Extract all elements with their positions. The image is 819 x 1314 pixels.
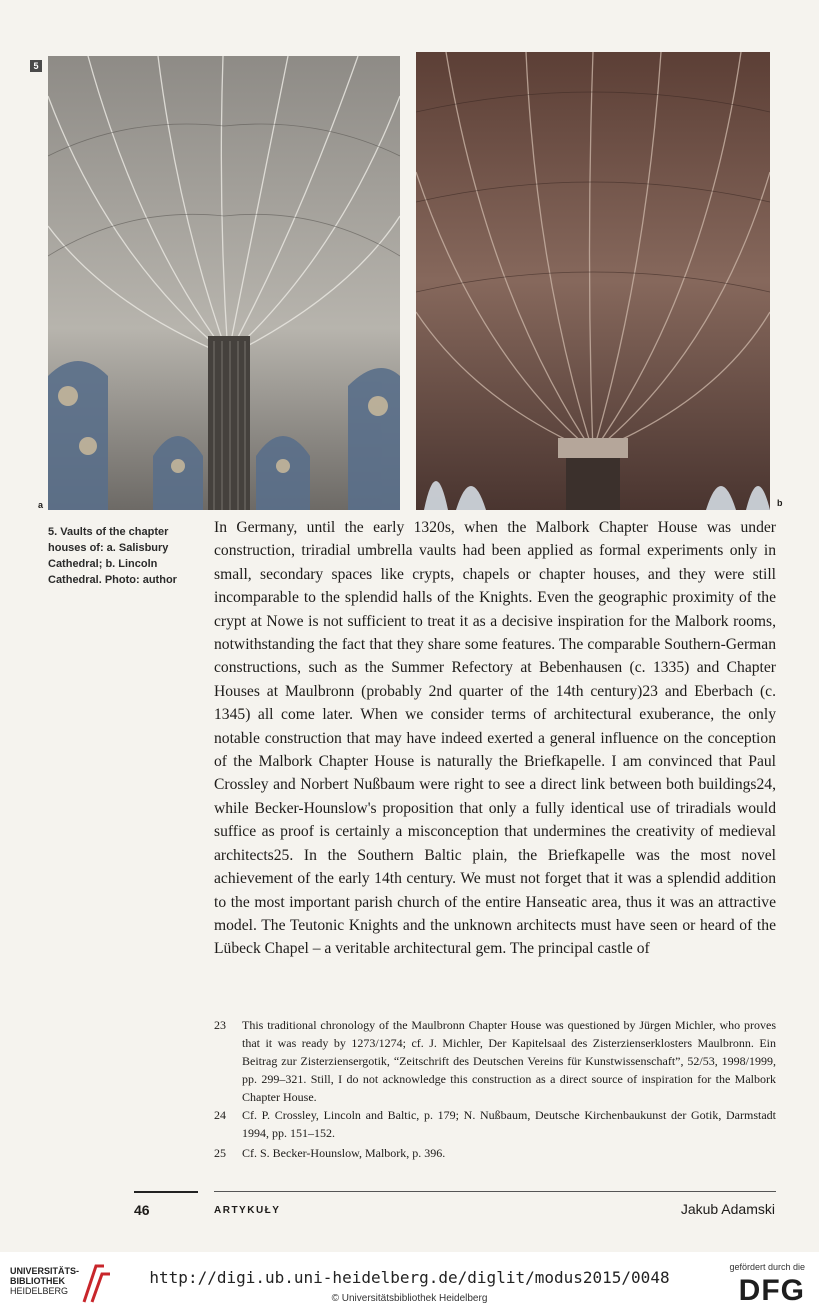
permalink-url[interactable]: http://digi.ub.uni-heidelberg.de/diglit/modus2015/0048 [149, 1268, 670, 1287]
dfg-logo: DFG [738, 1274, 805, 1307]
copyright-notice: © Universitätsbibliothek Heidelberg [331, 1293, 488, 1304]
footer-rule [214, 1191, 776, 1192]
salisbury-vault-photo [48, 56, 400, 510]
footnote-number: 24 [214, 1108, 226, 1122]
funding-note: gefördert durch die [729, 1262, 805, 1272]
footnote-text: This traditional chronology of the Maulbronn Chapter House was questioned by Jürgen Michler, who proves that it was ready by 1273/1274; cf. J. Michler, Der Kapitelsaal des Zisterzienserklosters Maulbronn. Ein Beitrag zur Zisterziensergotik, “Zeitschrift des Deutschen Vereins für Kunstwissenschaft”, 52/53, 1998/1999, pp. 299–321. Still, I do not acknowledge this construction as a direct source of inspiration for the Malbork Chapter House. [242, 1018, 776, 1104]
author-name: Jakub Adamski [680, 1201, 775, 1217]
figure-number: 5 [30, 60, 42, 72]
footnote-24 [214, 1106, 776, 1142]
footer-rule-short [134, 1191, 198, 1193]
library-logo-text: UNIVERSITÄTS- BIBLIOTHEK HEIDELBERG [10, 1266, 80, 1296]
section-name: ARTYKUŁY [214, 1205, 281, 1216]
footnote-text: Cf. P. Crossley, Lincoln and Baltic, p. 179; N. Nußbaum, Deutsche Kirchenbaukunst der Gotik, Darmstadt 1994, pp. 151–152. [242, 1108, 776, 1140]
lincoln-vault-photo [416, 52, 770, 510]
body-paragraph: In Germany, until the early 1320s, when the Malbork Chapter House was under construction, triradial umbrella vaults had been applied as formal experiments only in small, secondary spaces like crypts, chapels or chapter houses, and they were still incomparable to the splendid halls of the Knights. Even the geographic proximity of the crypt at Nowe is not sufficient to treat it as a decisive inspiration for the Malbork rooms, notwithstanding the fact that they share some features. The comparable Southern-German constructions, such as the Summer Refectory at Bebenhausen (c. 1335) and Chapter Houses at Maulbronn (probably 2nd quarter of the 14th century)23 and Eberbach (c. 1345) all come later. When we consider terms of architectural exuberance, the only notable construction that may have indeed exerted a general influence on the conception of the Malbork Chapter House is naturally the Briefkapelle. I am convinced that Paul Crossley and Norbert Nußbaum were right to see a direct link between both buildings24, while Becker-Hounslow's proposition that only a fully identical use of triradials would suffice as proof is certainly a misconception that undermines the creativity of medieval architects25. In the Southern Baltic plain, the Briefkapelle was the most novel achievement of the early 14th century. We must not forget that it was a splendid addition to the most important parish church of the entire Hanseatic area, thus it was an attractive model. The Teutonic Knights and the unknown architects must have seen or heard of the Lübeck Chapel – a veritable architectural gem. The principal castle of [214, 519, 776, 958]
footnote-number: 23 [214, 1018, 226, 1032]
footnote-23 [214, 1016, 776, 1106]
footnote-number: 25 [214, 1146, 226, 1160]
page-number: 46 [134, 1202, 150, 1218]
figure-caption: 5. Vaults of the chapter houses of: a. Salisbury Cathedral; b. Lincoln Cathedral. Photo: author [48, 526, 177, 586]
footnote-text: Cf. S. Becker-Hounslow, Malbork, p. 396. [242, 1146, 446, 1160]
main-text [214, 516, 776, 961]
footnote-25 [214, 1144, 776, 1162]
photo-letter-a: a [38, 500, 44, 510]
photo-letter-b: b [777, 498, 783, 508]
